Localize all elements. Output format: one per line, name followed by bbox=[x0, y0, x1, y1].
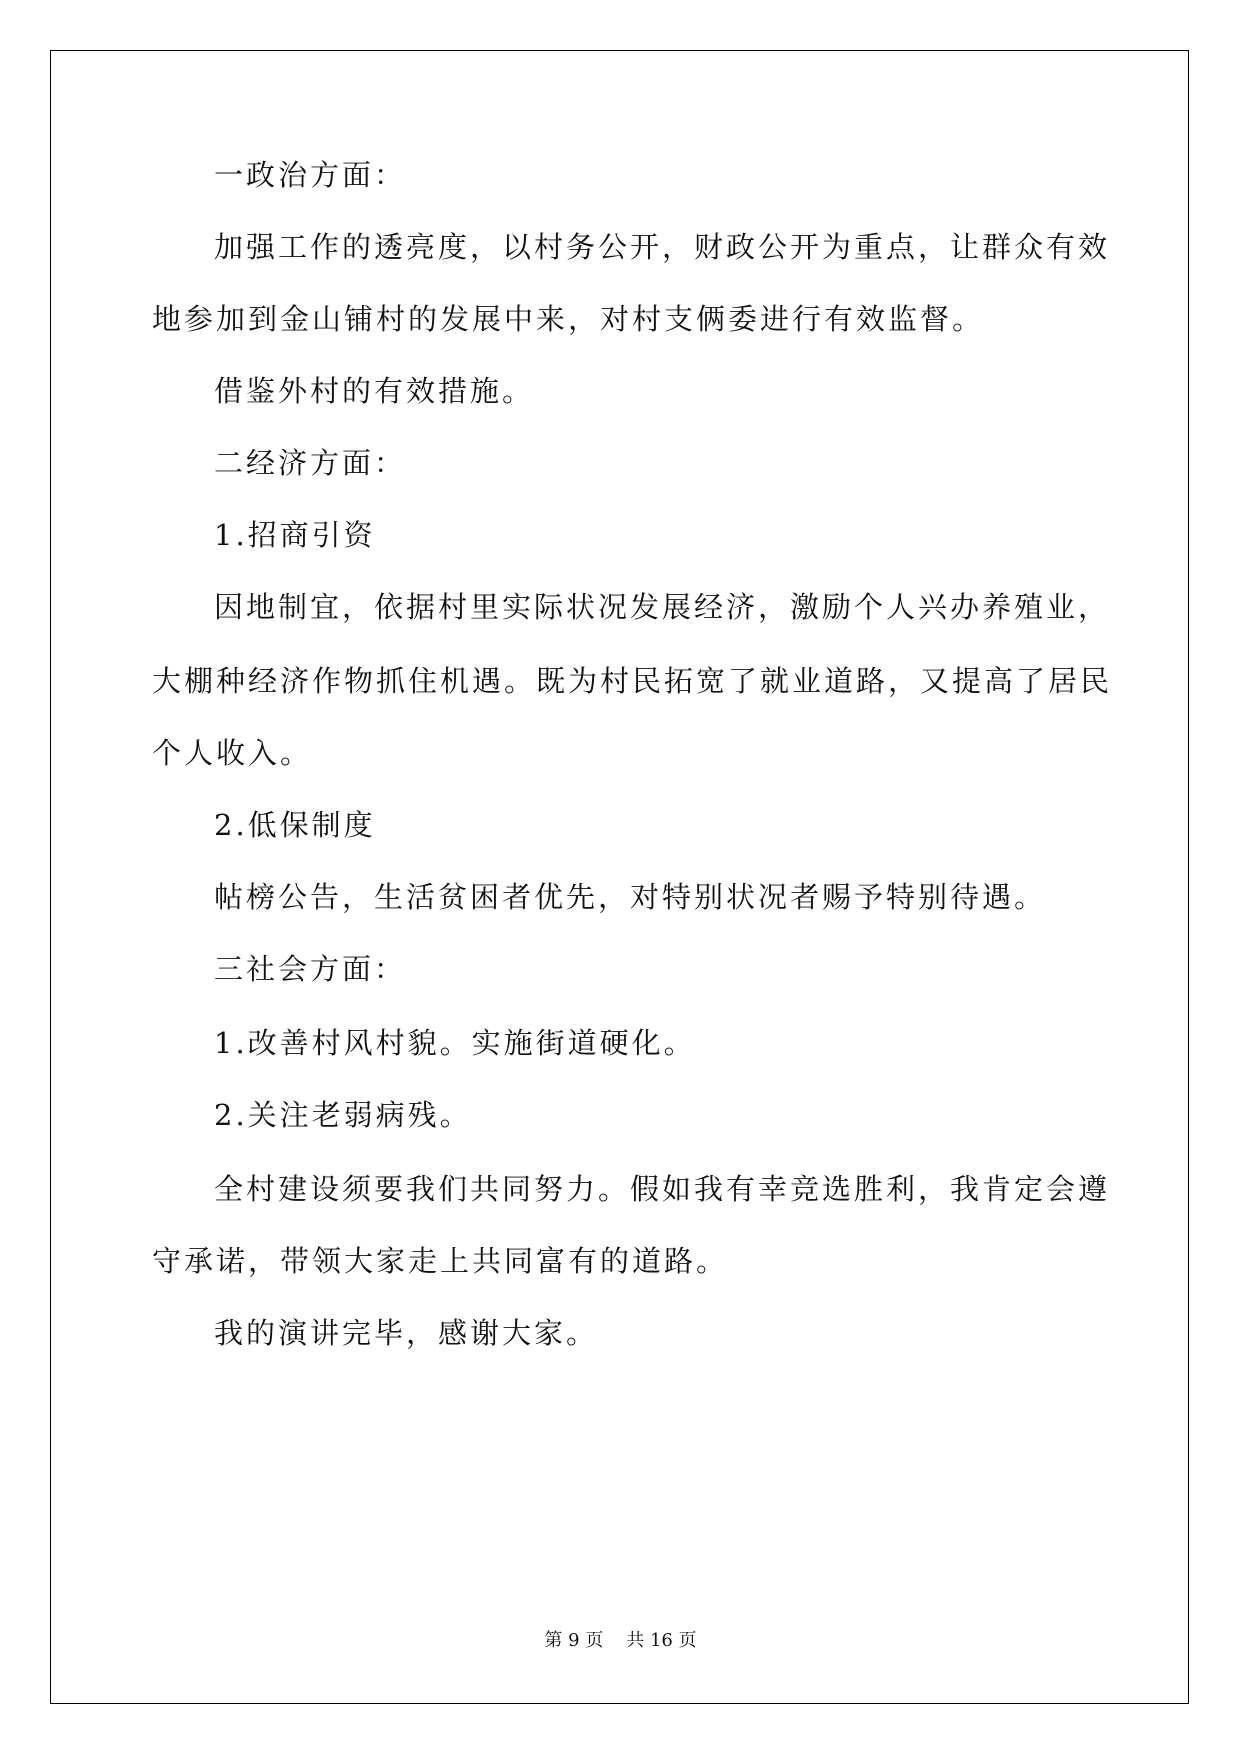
paragraph: 大棚种经济作物抓住机遇。既为村民拓宽了就业道路，又提高了居民 bbox=[152, 664, 1113, 698]
paragraph: 守承诺，带领大家走上共同富有的道路。 bbox=[152, 1244, 729, 1278]
page-number: 第 9 页 bbox=[544, 1630, 604, 1651]
page-footer bbox=[0, 1626, 1241, 1652]
paragraph: 1.改善村风村貌。实施街道硬化。 bbox=[214, 1026, 696, 1060]
paragraph: 帖榜公告，生活贫困者优先，对特别状况者赐予特别待遇。 bbox=[214, 880, 1047, 914]
paragraph: 2.低保制度 bbox=[214, 808, 376, 842]
paragraph: 二经济方面： bbox=[214, 446, 407, 480]
page-total: 共 16 页 bbox=[626, 1630, 697, 1651]
paragraph: 1.招商引资 bbox=[214, 518, 376, 552]
paragraph: 个人收入。 bbox=[152, 736, 313, 770]
paragraph: 三社会方面： bbox=[214, 952, 407, 986]
paragraph: 2.关注老弱病残。 bbox=[214, 1098, 472, 1132]
paragraph: 全村建设须要我们共同努力。假如我有幸竞选胜利，我肯定会遵 bbox=[214, 1172, 1111, 1206]
paragraph: 因地制宜，依据村里实际状况发展经济，激励个人兴办养殖业， bbox=[214, 590, 1111, 624]
paragraph: 一政治方面： bbox=[214, 158, 407, 192]
paragraph: 我的演讲完毕，感谢大家。 bbox=[214, 1316, 599, 1350]
paragraph: 加强工作的透亮度，以村务公开，财政公开为重点，让群众有效 bbox=[214, 230, 1111, 264]
paragraph: 地参加到金山铺村的发展中来，对村支俩委进行有效监督。 bbox=[152, 302, 985, 336]
paragraph: 借鉴外村的有效措施。 bbox=[214, 374, 535, 408]
